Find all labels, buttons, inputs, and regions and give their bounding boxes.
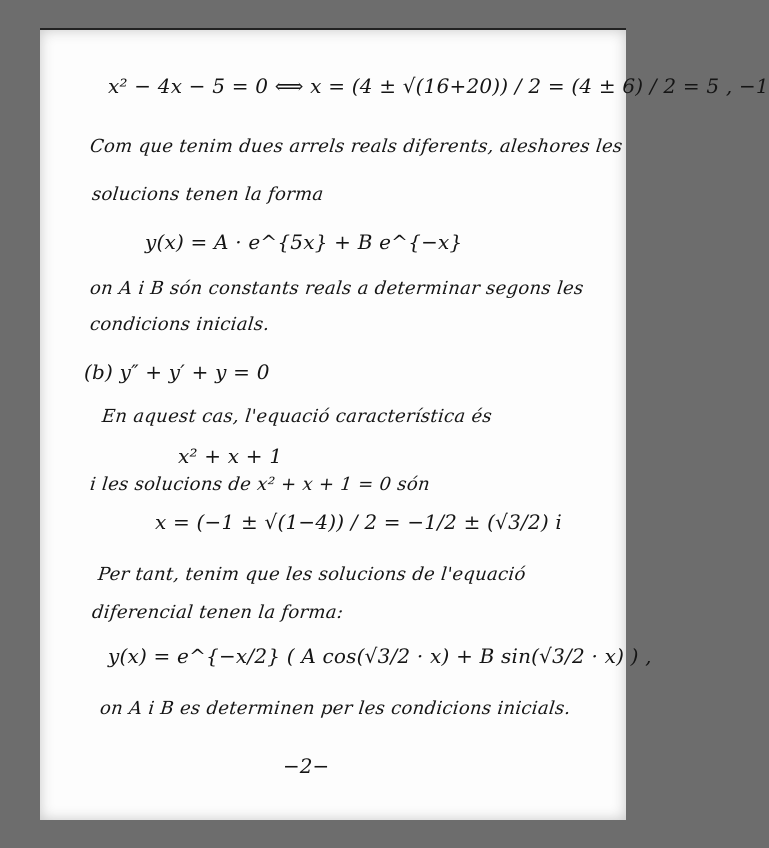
equation-quadratic-roots: x² − 4x − 5 = 0 ⟺ x = (4 ± √(16+20)) / 2 = (4 ± 6) / 2 = 5 , −1 — [108, 74, 769, 98]
page-number: −2− — [283, 754, 330, 778]
text-characteristic-equation: En aquest cas, l'equació característica és — [100, 406, 494, 427]
equation-general-solution-a: y(x) = A · e^{5x} + B e^{−x} — [145, 230, 463, 254]
text-solutions-form: solucions tenen la forma — [90, 184, 325, 205]
part-b-equation: (b) y″ + y′ + y = 0 — [84, 360, 270, 384]
text-two-real-roots: Com que tenim dues arrels reals diferents, aleshores les — [88, 136, 624, 157]
text-solutions-of: i les solucions de x² + x + 1 = 0 són — [88, 474, 432, 495]
equation-general-solution-b: y(x) = e^{−x/2} ( A cos(√3/2 · x) + B sin(√3/2 · x) ) , — [108, 644, 652, 668]
text-therefore: Per tant, tenim que les solucions de l'equació — [96, 564, 527, 585]
equation-complex-roots: x = (−1 ± √(1−4)) / 2 = −1/2 ± (√3/2) i — [155, 510, 563, 534]
text-differential-form: diferencial tenen la forma: — [90, 602, 345, 623]
equation-characteristic-polynomial: x² + x + 1 — [178, 444, 283, 468]
text-constants-a-b: on A i B són constants reals a determinar segons les — [88, 278, 585, 299]
text-determined-by-conditions: on A i B es determinen per les condicions inicials. — [98, 698, 572, 719]
text-initial-conditions: condicions inicials. — [88, 314, 271, 335]
